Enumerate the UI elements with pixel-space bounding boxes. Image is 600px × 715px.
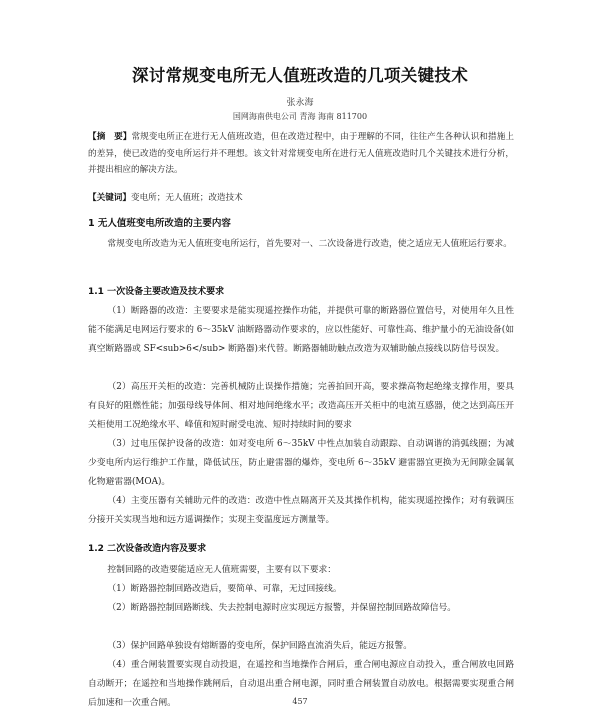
section-1-1-heading: 1.1 一次设备主要改造及技术要求 [88, 287, 225, 297]
section-1-1-paragraph-1: （1）断路器的改造：主要要求是能实现遥控操作功能，并提供可靠的断路器位置信号，对使用年久且性能不能满足电网运行要求的 6～35kV 油断路器动作要求的，应以性能好、可靠性高、维护量小的无油设备(如真空断路器或 SF<sub>6</sub> 断路器)来代替。断路器辅助触点改造为双辅助触点接线以防信号误发。 [88, 306, 514, 354]
keywords-text: 变电所；无人值班；改造技术 [130, 193, 243, 203]
section-1-1-paragraph-4: （4）主变压器有关辅助元件的改造：改造中性点隔离开关及其操作机构，能实现遥控操作；对有载调压分接开关实现当地和远方遥调操作；实现主变温度远方测量等。 [88, 496, 514, 525]
section-1-paragraph: 常规变电所改造为无人值班变电所运行，首先要对一、二次设备进行改造，使之适应无人值班运行要求。 [107, 239, 513, 249]
author-affiliation: 国网海南供电公司 青海 海南 811700 [232, 112, 368, 121]
section-1-2-heading: 1.2 二次设备改造内容及要求 [88, 544, 207, 554]
paper-title: 深讨常规变电所无人值班改造的几项关键技术 [132, 66, 468, 85]
section-1-heading: 1 无人值班变电所改造的主要内容 [88, 218, 231, 229]
section-1-1-paragraph-2: （2）高压开关柜的改造：完善机械防止误操作措施；完善拍回开高，要求操高物起绝缘支撑作用，要具有良好的阻燃性能；加强母线导体间、相对地间绝缘水平；改造高压开关柜中的电流互感器，使之达到高压开关柜使用工况绝缘水平、峰值和短时耐受电流、短时持续时间的要求 [88, 382, 514, 430]
page-number: 457 [292, 697, 308, 706]
section-1-2-paragraph-5: （4）重合闸装置要实现自动投退，在遥控和当地操作合闸后，重合闸电源应自动投入，重合闸放电回路自动断开；在遥控和当地操作跳闸后，自动退出重合闸电源，同时重合闸装置自动放电。根据需要实现重合闸后加速和一次重合闸。 [88, 660, 514, 708]
section-1-2-paragraph-4: （3）保护回路单独设有熔断器的变电所，保护回路直流消失后，能远方报警。 [107, 641, 413, 651]
keywords-block [88, 191, 514, 205]
author-name: 张永海 [286, 98, 314, 108]
abstract-text: 常规变电所正在进行无人值班改造，但在改造过程中，由于理解的不同，往往产生各种认识和措施上的差异，使已改造的变电所运行并不理想。该文针对常规变电所在进行无人值班改造时几个关键技术进行分析，并提出相应的解决方法。 [88, 132, 514, 175]
section-1-1-paragraph-3: （3）过电压保护设备的改造：如对变电所 6～35kV 中性点加装自动跟踪、自动调谐的消弧线圈；为减少变电所内运行维护工作量，降低试压，防止避雷器的爆炸，变电所 6～35kV 避雷器宜更换为无间隙金属氧化物避雷器(MOA)。 [88, 439, 514, 487]
keywords-label: 【关键词】 [88, 193, 131, 203]
section-1-2-paragraph-1: 控制回路的改造要能适应无人值班需要，主要有以下要求： [107, 565, 337, 575]
section-1-2-paragraph-2: （1）断路器控制回路改造后，要简单、可靠，无过回接线。 [107, 584, 342, 594]
abstract-label: 【摘 要】 [88, 132, 132, 142]
abstract-block [88, 129, 514, 179]
section-1-2-paragraph-3: （2）断路器控制回路断线、失去控制电源时应实现远方报警，并保留控制回路故障信号。 [107, 603, 457, 613]
